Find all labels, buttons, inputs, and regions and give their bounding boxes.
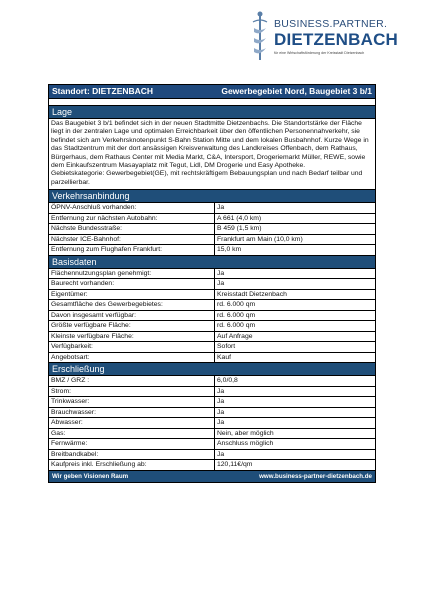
lage-paragraph: Das Baugebiet 3 b/1 befindet sich in der neuen Stadtmitte Dietzenbachs. Die Standortstärke der Fläche liegt in der zentralen Lage und optimalen Erreichbarkeit über den öffentlichen Personennahverkehr, sie befindet sich am Verkehrsknotenpunkt S-Bahn Station Mitte und dem lokalen Busbahnhof. Kurze Wege in das Stadtzentrum mit der dort ansässigen Kreisverwaltung des Landkreises Offenbach, dem Rathaus, Bürgerhaus, dem Rathaus Center mit Media Markt, C&A, Intersport, Drogeriemarkt Müller, REWE, sowie dem Einkaufszentrum Masayaplatz mit Tegut, Lidl, DM Drogerie und Easy Apotheke. [51, 120, 369, 170]
table-row [49, 321, 375, 332]
row-key: Flächennutzungsplan genehmigt: [49, 269, 215, 279]
row-value: rd. 6.000 qm [217, 322, 256, 330]
row-value: Ja [217, 408, 225, 416]
row-key: Entfernung zum Flughafen Frankfurt: [49, 245, 215, 255]
row-value: Auf Anfrage [217, 332, 253, 340]
table-row [49, 269, 375, 280]
row-value: Ja [217, 419, 225, 427]
row-key: Breitbandkabel: [49, 450, 215, 460]
table-row [49, 439, 375, 450]
table-row [49, 376, 375, 387]
footer-slogan: Wir geben Visionen Raum [52, 472, 129, 480]
table-row [49, 203, 375, 214]
logo-line-1: BUSINESS.PARTNER. [274, 18, 388, 30]
section-erschliessung-header: Erschließung [49, 362, 375, 376]
row-value: Ja [217, 269, 225, 277]
row-key: Fernwärme: [49, 439, 215, 449]
row-key: Verfügbarkeit: [49, 342, 215, 352]
table-row [49, 342, 375, 353]
row-value: Ja [217, 450, 225, 458]
row-value: Sofort [217, 343, 236, 351]
logo-line-2: DIETZENBACH [274, 30, 399, 49]
table-row [49, 450, 375, 461]
verkehr-table [49, 203, 375, 255]
table-row [49, 397, 375, 408]
row-key: Brauchwasser: [49, 408, 215, 418]
table-row [49, 224, 375, 235]
caduceus-logo-icon [250, 10, 270, 62]
row-value: Nein, aber möglich [217, 429, 274, 437]
table-row [49, 418, 375, 429]
section-lage-header: Lage [49, 105, 375, 119]
row-key: Eigentümer: [49, 290, 215, 300]
gebiet-label: Gewerbegebiet Nord, Baugebiet 3 b/1 [221, 86, 372, 96]
footer-website-link[interactable]: www.business-partner-dietzenbach.de [259, 472, 372, 480]
table-row [49, 387, 375, 398]
row-value: B 459 (1,5 km) [217, 225, 262, 233]
section-basisdaten-header: Basisdaten [49, 255, 375, 269]
row-value: Ja [217, 387, 225, 395]
lage-gebietskategorie: Gebietskategorie: Gewerbegebiet(GE), mit rechtskräftigem Bebauungsplan und nach Bedarf teilbar und parzellierbar. [51, 170, 363, 186]
row-value: Frankfurt am Main (10,0 km) [217, 235, 303, 243]
footer-bar [49, 470, 375, 482]
row-value: Ja [217, 398, 225, 406]
row-value: rd. 6.000 qm [217, 311, 256, 319]
row-value: 15,0 km [217, 246, 242, 254]
row-value: 6,0/0,8 [217, 377, 238, 385]
row-key: Angebotsart: [49, 353, 215, 363]
table-row [49, 290, 375, 301]
row-key: Größte verfügbare Fläche: [49, 321, 215, 331]
row-key: Davon insgesamt verfügbar: [49, 311, 215, 321]
row-value: Anschluss möglich [217, 440, 274, 448]
table-row [49, 245, 375, 255]
row-key: Strom: [49, 387, 215, 397]
title-bar [49, 85, 375, 99]
table-row [49, 460, 375, 470]
row-key: Trinkwasser: [49, 397, 215, 407]
row-value: rd. 6.000 qm [217, 301, 256, 309]
table-row [49, 353, 375, 363]
table-row [49, 408, 375, 419]
table-row [49, 332, 375, 343]
document-sheet [48, 84, 376, 483]
row-key: Baurecht vorhanden: [49, 279, 215, 289]
row-value: Ja [217, 204, 225, 212]
row-key: Gesamtfläche des Gewerbegebietes: [49, 300, 215, 310]
row-value: Kauf [217, 353, 231, 361]
table-row [49, 311, 375, 322]
row-key: Kleinste verfügbare Fläche: [49, 332, 215, 342]
table-row [49, 429, 375, 440]
standort-label: Standort: DIETZENBACH [52, 86, 154, 96]
row-key: Nächste Bundesstraße: [49, 224, 215, 234]
erschliessung-table [49, 376, 375, 470]
logo-tagline: für eine Wirtschaftsförderung der Kreisstadt Dietzenbach [274, 51, 365, 55]
row-key: Entfernung zur nächsten Autobahn: [49, 214, 215, 224]
row-key: Gas: [49, 429, 215, 439]
row-value: Ja [217, 280, 225, 288]
logo [250, 8, 400, 68]
row-value: A 661 (4,0 km) [217, 214, 262, 222]
row-key: BMZ / GRZ : [49, 376, 215, 386]
table-row [49, 214, 375, 225]
table-row [49, 279, 375, 290]
table-row [49, 300, 375, 311]
row-value: 120,11€/qm [217, 461, 253, 469]
row-key: Abwasser: [49, 418, 215, 428]
row-key: Kaufpreis inkl. Erschließung ab: [49, 460, 215, 470]
basisdaten-table [49, 269, 375, 363]
row-key: Nächster ICE-Bahnhof: [49, 235, 215, 245]
section-verkehr-header: Verkehrsanbindung [49, 189, 375, 203]
row-value: Kreisstadt Dietzenbach [217, 290, 287, 298]
table-row [49, 235, 375, 246]
row-key: ÖPNV-Anschluß vorhanden: [49, 203, 215, 213]
lage-text [49, 119, 375, 189]
